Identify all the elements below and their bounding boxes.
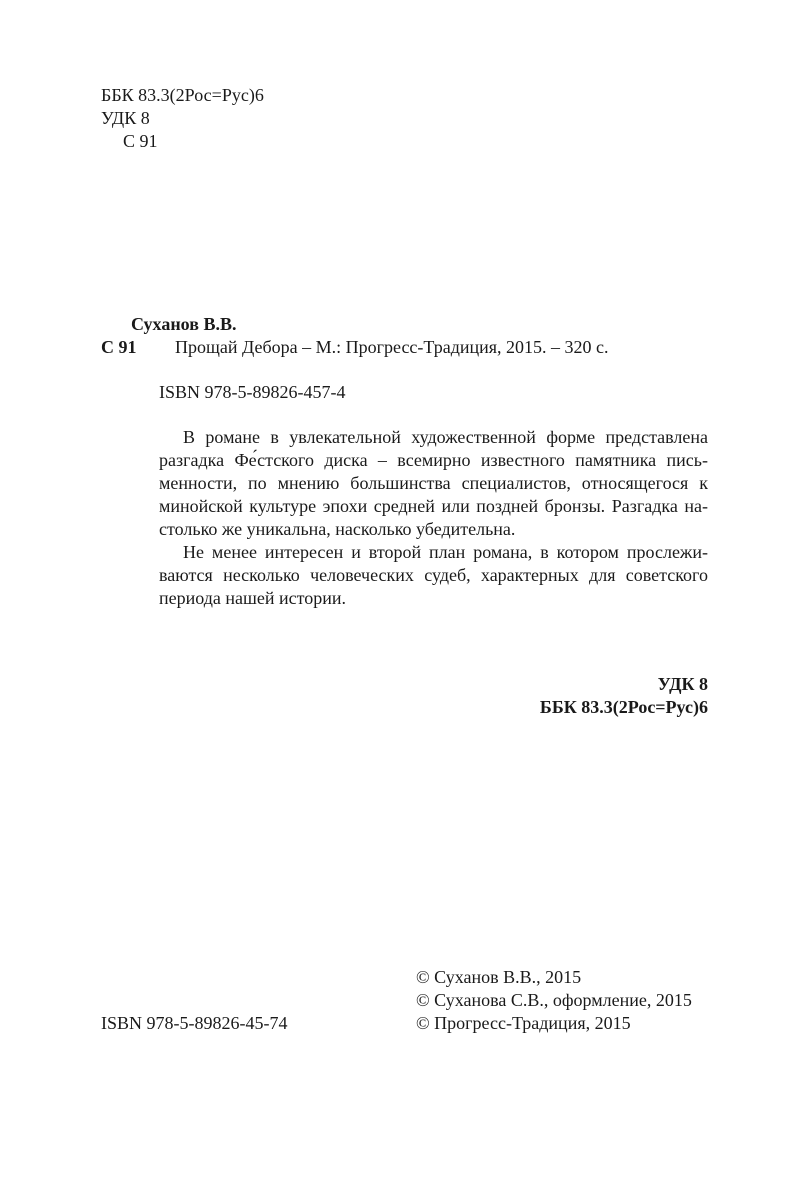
author-mark-top: С 91 [123, 131, 158, 151]
annotation-paragraph-2: Не менее интересен и второй план романа, в котором прослеживаются несколько человеческих судеб, характерных для советского периода нашей истории. [159, 542, 708, 608]
udk-code-top: УДК 8 [101, 108, 150, 128]
top-classification-codes [101, 84, 264, 153]
udk-code-right: УДК 8 [657, 674, 708, 694]
annotation-text [159, 426, 708, 610]
author-mark-code: С 91 [101, 337, 137, 357]
isbn-main: ISBN 978-5-89826-457-4 [159, 382, 346, 402]
bbk-code-top: ББК 83.3(2Рос=Рус)6 [101, 85, 264, 105]
title-line: Прощай Дебора – М.: Прогресс-Традиция, 2015. – 320 с. [175, 337, 609, 357]
copyright-line: © Суханов В.В., 2015 [416, 967, 582, 987]
author-name: Суханов В.В. [131, 314, 237, 334]
copyright-block [416, 966, 692, 1035]
bbk-code-right: ББК 83.3(2Рос=Рус)6 [539, 697, 708, 717]
isbn-bottom: ISBN 978-5-89826-45-74 [101, 1013, 288, 1033]
copyright-line: © Суханова С.В., оформление, 2015 [416, 990, 692, 1010]
copyright-line: © Прогресс-Традиция, 2015 [416, 1013, 631, 1033]
bibliographic-line [101, 336, 609, 359]
annotation-paragraph-1: В романе в увлекательной художественной форме представлена разгадка Фе́стского диска – всемирно известного памятника письменности, по мнению большинства специалистов, относящегося к минойской культуре эпохи средней или поздней бронзы. Разгадка настолько же уникальна, насколько убедительна. [159, 427, 708, 539]
